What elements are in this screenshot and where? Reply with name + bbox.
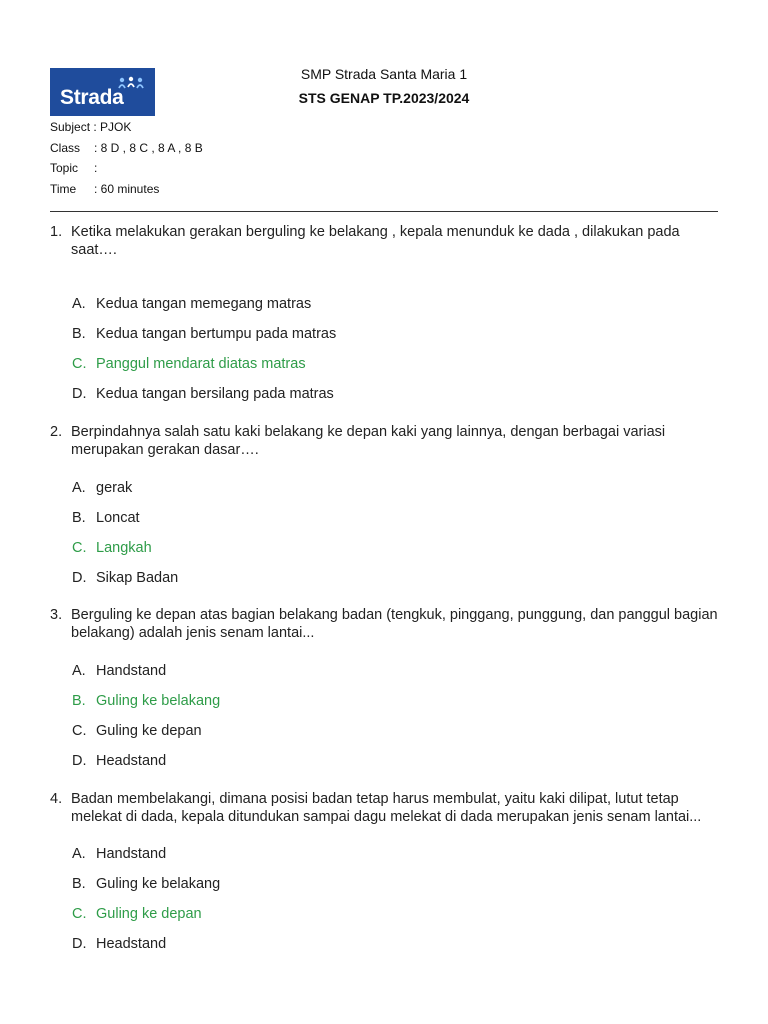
q3-option-a xyxy=(72,663,166,679)
option-text: Handstand xyxy=(96,663,167,679)
option-text: gerak xyxy=(96,480,133,496)
option-text: Kedua tangan memegang matras xyxy=(96,296,312,312)
option-text: Kedua tangan bertumpu pada matras xyxy=(96,326,337,342)
class-value: : 8 D , 8 C , 8 A , 8 B xyxy=(94,140,203,155)
question-4 xyxy=(50,790,718,826)
divider xyxy=(50,211,718,212)
question-1 xyxy=(50,223,718,259)
question-3 xyxy=(50,606,718,642)
option-letter: A. xyxy=(72,846,86,862)
class-row xyxy=(50,141,203,162)
option-text: Panggul mendarat diatas matras xyxy=(96,356,306,372)
q3-option-d xyxy=(72,753,166,769)
option-letter: C. xyxy=(72,540,87,556)
subject-label: Subject xyxy=(50,120,91,134)
q3-option-b-correct xyxy=(72,693,220,709)
topic-value: : xyxy=(94,161,98,175)
option-letter: B. xyxy=(72,510,86,526)
q2-option-d xyxy=(72,570,178,586)
question-text: Ketika melakukan gerakan berguling ke belakang , kepala menunduk ke dada , dilakukan pada saat…. xyxy=(71,224,680,258)
option-letter: D. xyxy=(72,386,87,402)
topic-label: Topic xyxy=(50,161,79,175)
option-letter: C. xyxy=(72,723,87,739)
q4-option-a xyxy=(72,846,166,862)
option-text: Sikap Badan xyxy=(96,570,179,586)
q3-option-c xyxy=(72,723,202,739)
subject-row xyxy=(50,120,203,141)
option-letter: A. xyxy=(72,296,86,312)
question-text: Berguling ke depan atas bagian belakang badan (tengkuk, pinggang, punggung, dan panggul bagian belakang) adalah jenis senam lantai... xyxy=(71,607,718,641)
time-label: Time xyxy=(50,181,77,196)
question-text: Badan membelakangi, dimana posisi badan tetap harus membulat, yaitu kaki dilipat, lutut tetap melekat di dada, kepala ditundukan sampai dagu melekat di dada merupakan jenis senam lantai... xyxy=(71,791,702,825)
option-letter: C. xyxy=(72,356,87,372)
exam-title: STS GENAP TP.2023/2024 xyxy=(298,90,470,106)
option-letter: B. xyxy=(72,693,86,709)
q1-option-d xyxy=(72,386,334,402)
q2-option-b xyxy=(72,510,140,526)
option-text: Kedua tangan bersilang pada matras xyxy=(96,386,334,402)
question-number: 1. xyxy=(50,224,63,240)
topic-row xyxy=(50,161,203,182)
option-letter: D. xyxy=(72,570,87,586)
option-text: Handstand xyxy=(96,846,167,862)
option-letter: C. xyxy=(72,906,87,922)
option-letter: B. xyxy=(72,326,86,342)
option-letter: D. xyxy=(72,753,87,769)
question-2 xyxy=(50,423,718,459)
option-text: Langkah xyxy=(96,540,152,556)
time-row xyxy=(50,182,203,203)
school-name: SMP Strada Santa Maria 1 xyxy=(300,66,468,82)
question-text: Berpindahnya salah satu kaki belakang ke depan kaki yang lainnya, dengan berbagai variasi merupakan gerakan dasar…. xyxy=(71,424,666,458)
q1-option-c-correct xyxy=(72,356,306,372)
time-value: : 60 minutes xyxy=(94,181,160,196)
subject-value: : PJOK xyxy=(93,120,132,134)
class-label: Class xyxy=(50,140,81,155)
exam-info xyxy=(50,120,203,202)
question-number: 4. xyxy=(50,791,63,807)
option-text: Guling ke belakang xyxy=(96,693,221,709)
q2-option-c-correct xyxy=(72,540,152,556)
option-text: Headstand xyxy=(96,753,167,769)
option-letter: D. xyxy=(72,936,87,952)
option-letter: A. xyxy=(72,663,86,679)
option-letter: A. xyxy=(72,480,86,496)
question-number: 2. xyxy=(50,424,63,440)
q4-option-c-correct xyxy=(72,906,202,922)
q4-option-d xyxy=(72,936,166,952)
q1-option-b xyxy=(72,326,336,342)
option-text: Guling ke belakang xyxy=(96,876,221,892)
option-text: Guling ke depan xyxy=(96,723,202,739)
q2-option-a xyxy=(72,480,132,496)
logo-text: Strada xyxy=(60,86,124,109)
option-text: Loncat xyxy=(96,510,140,526)
option-text: Headstand xyxy=(96,936,167,952)
q1-option-a xyxy=(72,296,311,312)
q4-option-b xyxy=(72,876,220,892)
option-letter: B. xyxy=(72,876,86,892)
option-text: Guling ke depan xyxy=(96,906,202,922)
question-number: 3. xyxy=(50,607,63,623)
